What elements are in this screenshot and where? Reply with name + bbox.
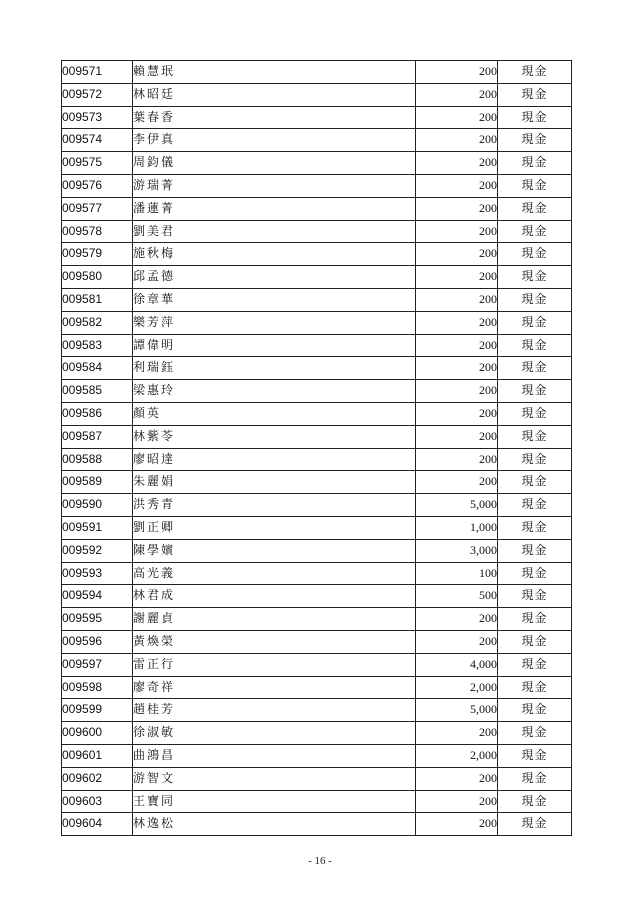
amount-cell: 100 <box>416 562 498 585</box>
donor-name-cell: 利瑞鈺 <box>133 357 416 380</box>
receipt-number-cell: 009589 <box>62 471 133 494</box>
payment-method-cell: 現金 <box>498 813 572 836</box>
donor-name-cell: 林君成 <box>133 585 416 608</box>
amount-cell: 200 <box>416 288 498 311</box>
payment-method-cell: 現金 <box>498 767 572 790</box>
donor-name-cell: 樂芳萍 <box>133 311 416 334</box>
amount-cell: 200 <box>416 448 498 471</box>
amount-cell: 500 <box>416 585 498 608</box>
receipt-number-cell: 009579 <box>62 243 133 266</box>
amount-cell: 200 <box>416 630 498 653</box>
payment-method-cell: 現金 <box>498 448 572 471</box>
amount-cell: 200 <box>416 380 498 403</box>
table-row <box>62 676 572 699</box>
donor-name-cell: 陳學嬪 <box>133 539 416 562</box>
amount-cell: 200 <box>416 83 498 106</box>
amount-cell: 200 <box>416 129 498 152</box>
receipt-number-cell: 009580 <box>62 266 133 289</box>
amount-cell: 200 <box>416 357 498 380</box>
payment-method-cell: 現金 <box>498 585 572 608</box>
donor-name-cell: 林紫苓 <box>133 425 416 448</box>
table-row <box>62 813 572 836</box>
amount-cell: 200 <box>416 311 498 334</box>
amount-cell: 200 <box>416 266 498 289</box>
table-row <box>62 722 572 745</box>
payment-method-cell: 現金 <box>498 744 572 767</box>
receipt-number-cell: 009602 <box>62 767 133 790</box>
receipt-number-cell: 009577 <box>62 197 133 220</box>
table-row <box>62 311 572 334</box>
amount-cell: 200 <box>416 334 498 357</box>
donor-name-cell: 李伊真 <box>133 129 416 152</box>
donor-name-cell: 施秋梅 <box>133 243 416 266</box>
payment-method-cell: 現金 <box>498 266 572 289</box>
donor-name-cell: 邱孟德 <box>133 266 416 289</box>
payment-method-cell: 現金 <box>498 334 572 357</box>
donor-name-cell: 廖昭達 <box>133 448 416 471</box>
payment-method-cell: 現金 <box>498 380 572 403</box>
table-row <box>62 106 572 129</box>
payment-method-cell: 現金 <box>498 516 572 539</box>
donor-name-cell: 周鈞儀 <box>133 152 416 175</box>
amount-cell: 200 <box>416 243 498 266</box>
receipt-number-cell: 009573 <box>62 106 133 129</box>
table-row <box>62 380 572 403</box>
payment-method-cell: 現金 <box>498 653 572 676</box>
donor-name-cell: 洪秀青 <box>133 494 416 517</box>
receipt-number-cell: 009604 <box>62 813 133 836</box>
payment-method-cell: 現金 <box>498 311 572 334</box>
receipt-number-cell: 009601 <box>62 744 133 767</box>
table-row <box>62 129 572 152</box>
table-row <box>62 220 572 243</box>
receipt-number-cell: 009595 <box>62 608 133 631</box>
receipt-number-cell: 009572 <box>62 83 133 106</box>
donation-table <box>61 60 572 836</box>
amount-cell: 200 <box>416 174 498 197</box>
payment-method-cell: 現金 <box>498 243 572 266</box>
donor-name-cell: 王寶同 <box>133 790 416 813</box>
receipt-number-cell: 009593 <box>62 562 133 585</box>
receipt-number-cell: 009586 <box>62 402 133 425</box>
payment-method-cell: 現金 <box>498 83 572 106</box>
amount-cell: 200 <box>416 425 498 448</box>
amount-cell: 2,000 <box>416 744 498 767</box>
receipt-number-cell: 009587 <box>62 425 133 448</box>
amount-cell: 200 <box>416 767 498 790</box>
donor-name-cell: 譚偉明 <box>133 334 416 357</box>
donor-name-cell: 游瑞菁 <box>133 174 416 197</box>
payment-method-cell: 現金 <box>498 402 572 425</box>
amount-cell: 200 <box>416 106 498 129</box>
receipt-number-cell: 009574 <box>62 129 133 152</box>
receipt-number-cell: 009575 <box>62 152 133 175</box>
table-row <box>62 174 572 197</box>
donor-name-cell: 趙桂芳 <box>133 699 416 722</box>
table-row <box>62 61 572 84</box>
donor-name-cell: 黃煥榮 <box>133 630 416 653</box>
amount-cell: 5,000 <box>416 699 498 722</box>
payment-method-cell: 現金 <box>498 494 572 517</box>
table-row <box>62 699 572 722</box>
donor-name-cell: 林逸松 <box>133 813 416 836</box>
receipt-number-cell: 009597 <box>62 653 133 676</box>
amount-cell: 200 <box>416 608 498 631</box>
table-row <box>62 539 572 562</box>
payment-method-cell: 現金 <box>498 288 572 311</box>
amount-cell: 2,000 <box>416 676 498 699</box>
donor-name-cell: 賴慧珉 <box>133 61 416 84</box>
amount-cell: 200 <box>416 152 498 175</box>
amount-cell: 200 <box>416 402 498 425</box>
table-row <box>62 83 572 106</box>
amount-cell: 1,000 <box>416 516 498 539</box>
payment-method-cell: 現金 <box>498 152 572 175</box>
receipt-number-cell: 009583 <box>62 334 133 357</box>
amount-cell: 3,000 <box>416 539 498 562</box>
payment-method-cell: 現金 <box>498 630 572 653</box>
table-row <box>62 402 572 425</box>
payment-method-cell: 現金 <box>498 676 572 699</box>
amount-cell: 200 <box>416 220 498 243</box>
table-row <box>62 266 572 289</box>
amount-cell: 200 <box>416 790 498 813</box>
table-row <box>62 494 572 517</box>
table-row <box>62 425 572 448</box>
receipt-number-cell: 009581 <box>62 288 133 311</box>
table-row <box>62 653 572 676</box>
receipt-number-cell: 009590 <box>62 494 133 517</box>
table-row <box>62 516 572 539</box>
amount-cell: 200 <box>416 197 498 220</box>
receipt-number-cell: 009588 <box>62 448 133 471</box>
receipt-number-cell: 009585 <box>62 380 133 403</box>
receipt-number-cell: 009582 <box>62 311 133 334</box>
table-row <box>62 448 572 471</box>
amount-cell: 4,000 <box>416 653 498 676</box>
table-row <box>62 197 572 220</box>
receipt-number-cell: 009599 <box>62 699 133 722</box>
payment-method-cell: 現金 <box>498 425 572 448</box>
donor-name-cell: 劉正卿 <box>133 516 416 539</box>
receipt-number-cell: 009592 <box>62 539 133 562</box>
payment-method-cell: 現金 <box>498 790 572 813</box>
receipt-number-cell: 009600 <box>62 722 133 745</box>
payment-method-cell: 現金 <box>498 220 572 243</box>
donor-name-cell: 游智文 <box>133 767 416 790</box>
payment-method-cell: 現金 <box>498 699 572 722</box>
table-row <box>62 585 572 608</box>
table-row <box>62 334 572 357</box>
table-row <box>62 357 572 380</box>
donor-name-cell: 梁惠玲 <box>133 380 416 403</box>
amount-cell: 200 <box>416 471 498 494</box>
donor-name-cell: 徐淑敏 <box>133 722 416 745</box>
amount-cell: 5,000 <box>416 494 498 517</box>
donor-name-cell: 曲鴻昌 <box>133 744 416 767</box>
payment-method-cell: 現金 <box>498 471 572 494</box>
receipt-number-cell: 009596 <box>62 630 133 653</box>
payment-method-cell: 現金 <box>498 562 572 585</box>
table-row <box>62 767 572 790</box>
donor-name-cell: 劉美君 <box>133 220 416 243</box>
table-row <box>62 608 572 631</box>
donor-name-cell: 謝麗貞 <box>133 608 416 631</box>
table-row <box>62 790 572 813</box>
receipt-number-cell: 009594 <box>62 585 133 608</box>
payment-method-cell: 現金 <box>498 106 572 129</box>
donor-name-cell: 高光義 <box>133 562 416 585</box>
payment-method-cell: 現金 <box>498 197 572 220</box>
payment-method-cell: 現金 <box>498 357 572 380</box>
payment-method-cell: 現金 <box>498 61 572 84</box>
amount-cell: 200 <box>416 813 498 836</box>
table-row <box>62 471 572 494</box>
table-row <box>62 630 572 653</box>
payment-method-cell: 現金 <box>498 608 572 631</box>
donor-name-cell: 葉春香 <box>133 106 416 129</box>
amount-cell: 200 <box>416 61 498 84</box>
page-number: - 16 - <box>308 855 332 867</box>
receipt-number-cell: 009591 <box>62 516 133 539</box>
table-body <box>62 61 572 836</box>
table-row <box>62 288 572 311</box>
receipt-number-cell: 009576 <box>62 174 133 197</box>
donor-name-cell: 廖奇祥 <box>133 676 416 699</box>
donor-name-cell: 顏英 <box>133 402 416 425</box>
table-row <box>62 562 572 585</box>
table-row <box>62 152 572 175</box>
receipt-number-cell: 009584 <box>62 357 133 380</box>
receipt-number-cell: 009578 <box>62 220 133 243</box>
amount-cell: 200 <box>416 722 498 745</box>
payment-method-cell: 現金 <box>498 722 572 745</box>
table-row <box>62 243 572 266</box>
payment-method-cell: 現金 <box>498 539 572 562</box>
payment-method-cell: 現金 <box>498 174 572 197</box>
donor-name-cell: 潘蓮菁 <box>133 197 416 220</box>
table-row <box>62 744 572 767</box>
receipt-number-cell: 009571 <box>62 61 133 84</box>
payment-method-cell: 現金 <box>498 129 572 152</box>
receipt-number-cell: 009598 <box>62 676 133 699</box>
donor-name-cell: 朱麗娟 <box>133 471 416 494</box>
donor-name-cell: 雷正行 <box>133 653 416 676</box>
donor-name-cell: 徐章華 <box>133 288 416 311</box>
donor-name-cell: 林昭廷 <box>133 83 416 106</box>
receipt-number-cell: 009603 <box>62 790 133 813</box>
